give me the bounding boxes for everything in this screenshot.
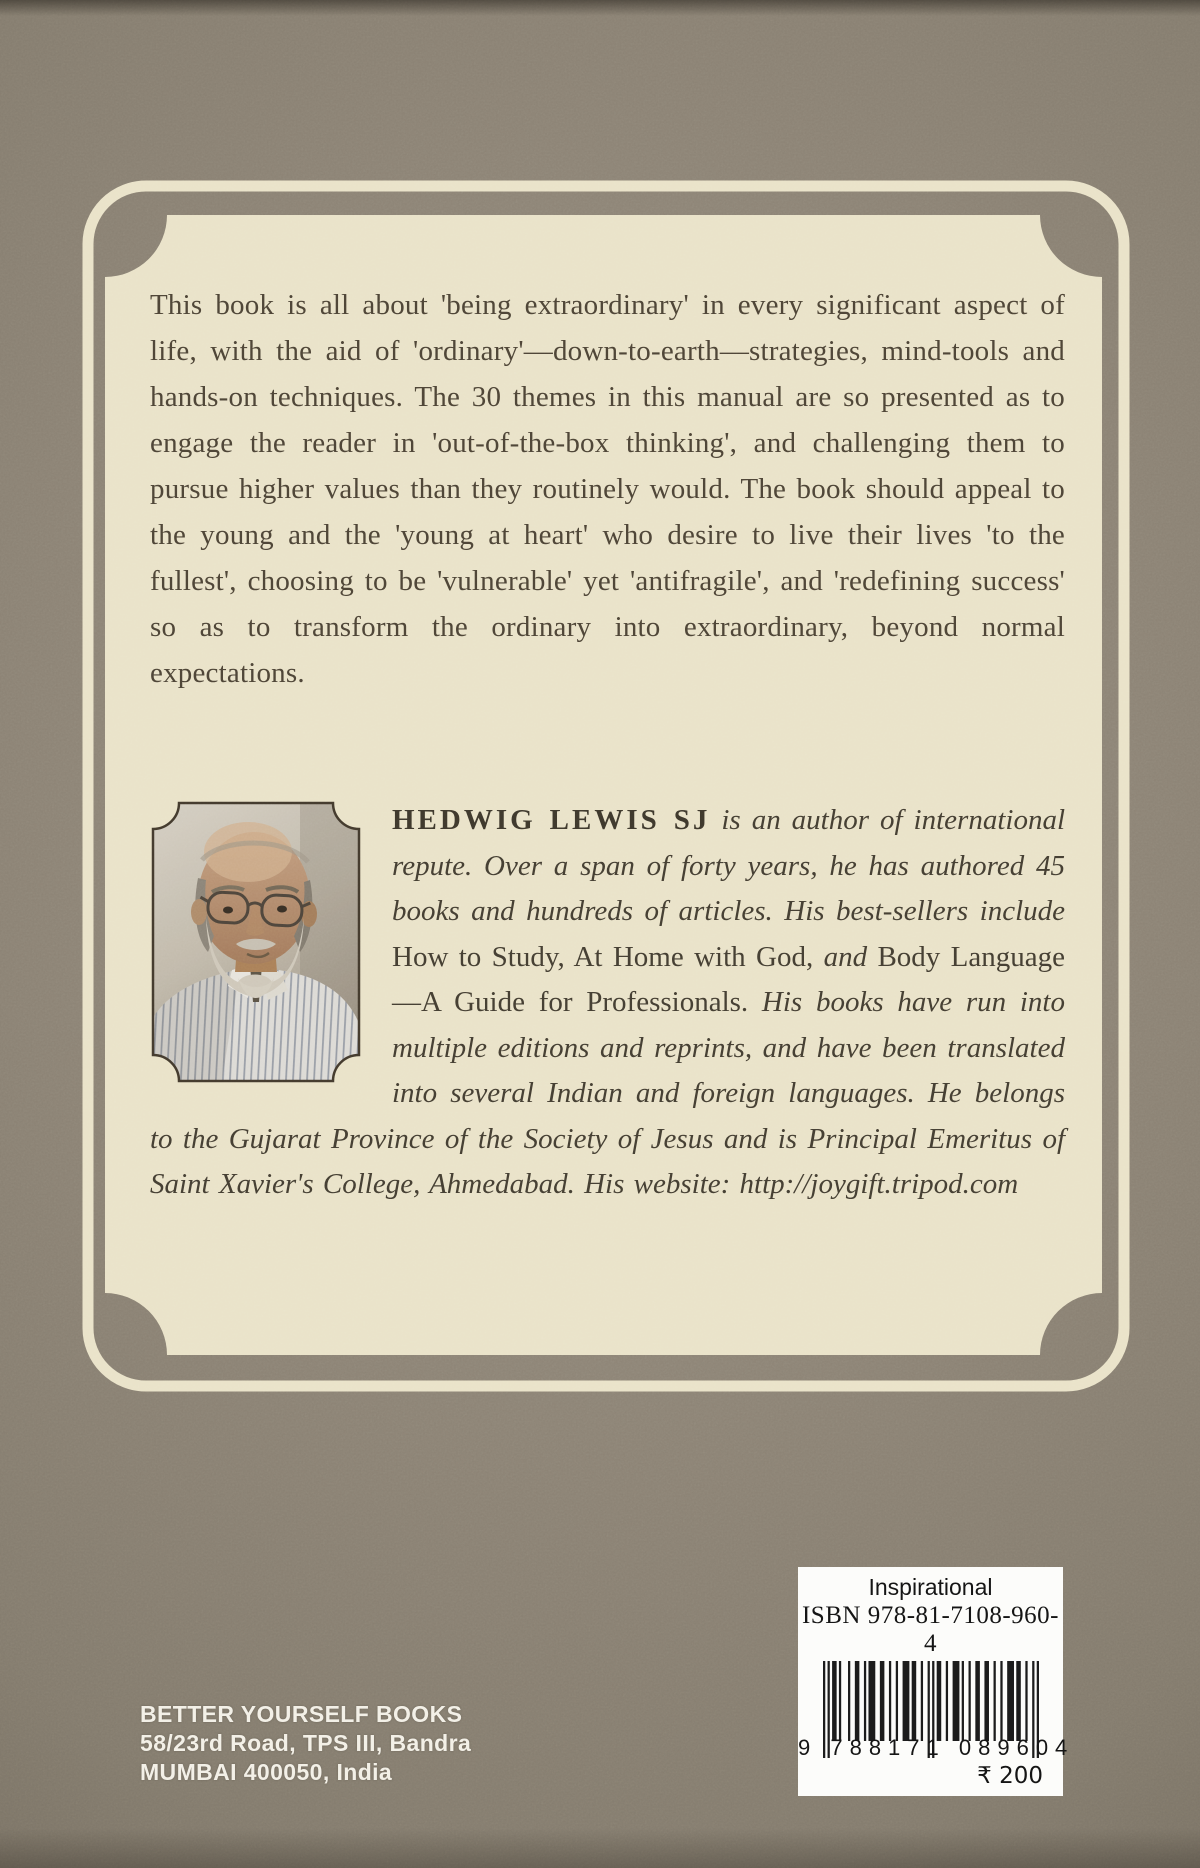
publisher-info	[140, 1700, 471, 1787]
book-title-how-to-study: How to Study, At Home with God,	[392, 940, 824, 973]
genre-label: Inspirational	[868, 1574, 993, 1600]
isbn-text: ISBN 978-81-7108-960-4	[801, 1602, 1059, 1657]
bio-segment-1: is an author of international repute. Over a span of forty years, he has authored 45 books and hundreds of articles. His best-sellers include	[392, 804, 1065, 927]
bio-segment-2: and	[823, 940, 878, 973]
book-title-body-language: Body Language—A Guide for Professionals.	[392, 940, 1066, 1018]
price-label: ₹ 200	[977, 1763, 1043, 1789]
author-portrait-graphic	[150, 800, 362, 1084]
publisher-city: MUMBAI 400050, India	[140, 1759, 393, 1785]
bio-segment-3: His books have run into multiple editions and reprints, and have been translated into several Indian and foreign languages. He belongs to the Gujarat Province of the Society of Jesus and is Principal Emeritus of Saint Xavier's College, Ahmedabad. His website: http://joygift.tripod.com	[150, 986, 1065, 1200]
publisher-address: 58/23rd Road, TPS III, Bandra	[140, 1730, 472, 1756]
author-name: HEDWIG LEWIS SJ	[392, 804, 711, 836]
publisher-name: BETTER YOURSELF BOOKS	[140, 1701, 463, 1727]
author-photo	[150, 800, 362, 1084]
barcode-digits: 9 788171 089604	[798, 1735, 1075, 1760]
author-section	[150, 798, 1065, 1208]
isbn-barcode-label	[798, 1567, 1075, 1796]
synopsis-text: This book is all about 'being extraordinary' in every significant aspect of life, with the aid of 'ordinary'—down-to-earth—strategies, mind-tools and hands-on techniques. The 30 themes in this manual are so presented as to engage the reader in 'out-of-the-box thinking', and challenging them to pursue higher values than they routinely would. The book should appeal to the young and the 'young at heart' who desire to live their lives 'to the fullest', choosing to be 'vulnerable' yet 'antifragile', and 'redefining success' so as to transform the ordinary into extraordinary, beyond normal expectations.	[150, 289, 1065, 689]
